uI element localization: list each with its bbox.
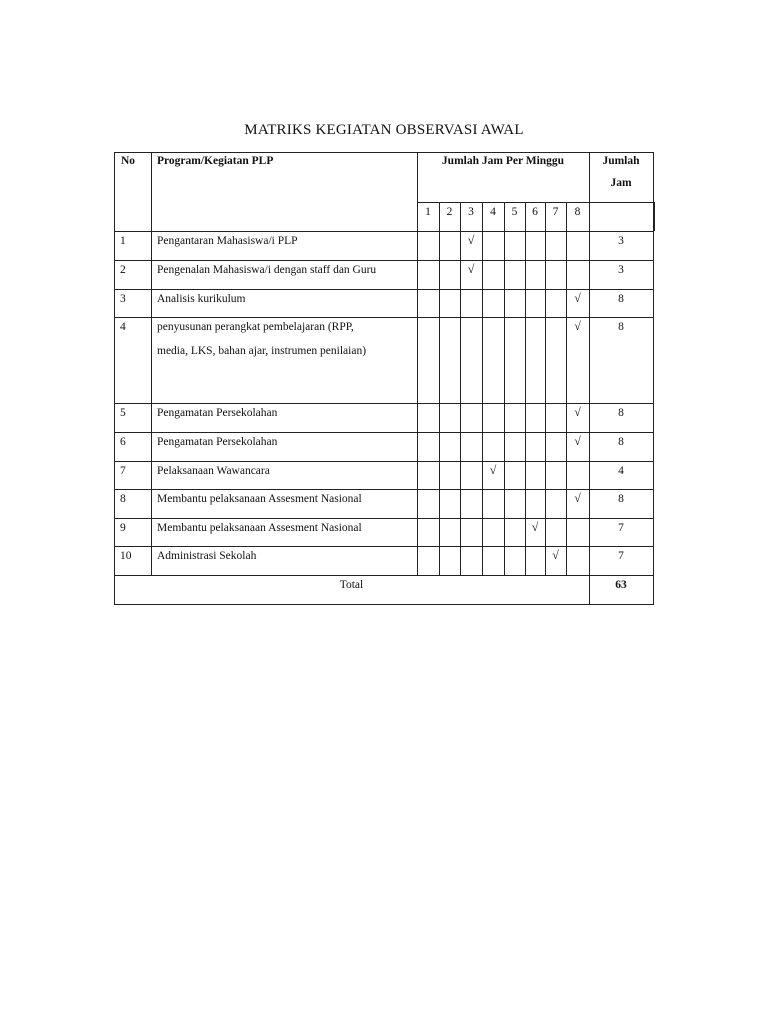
week-header-top-rule: [417, 202, 655, 203]
check-mark: √: [489, 463, 497, 477]
row-number: 4: [120, 321, 126, 333]
hours-value: 4: [618, 465, 624, 477]
row-rule: [114, 546, 654, 547]
check-mark: √: [467, 233, 475, 247]
week-number-2: 2: [446, 206, 453, 218]
col-week-rule: [460, 202, 461, 575]
row-rule: [114, 489, 654, 490]
hours-value: 7: [618, 522, 624, 534]
col-week-rule: [482, 202, 483, 575]
row-rule: [114, 289, 654, 290]
hours-value: 8: [618, 293, 624, 305]
table-bottom-border: [114, 604, 654, 605]
row-number: 8: [120, 493, 126, 505]
activity-label: Membantu pelaksanaan Assesment Nasional: [157, 493, 362, 505]
hours-value: 8: [618, 493, 624, 505]
col-no-rule: [151, 152, 152, 575]
week-number-7: 7: [552, 206, 559, 218]
row-rule: [114, 518, 654, 519]
table-top-border: [114, 152, 654, 153]
activity-label: Membantu pelaksanaan Assesment Nasional: [157, 522, 362, 534]
header-jam-per-minggu: Jumlah Jam Per Minggu: [441, 155, 565, 167]
row-rule: [114, 575, 654, 576]
row-number: 1: [120, 235, 126, 247]
check-mark: √: [574, 405, 581, 419]
check-mark: √: [552, 548, 559, 562]
header-no: No: [121, 155, 136, 167]
activity-label: Pengamatan Persekolahan: [157, 436, 278, 448]
activity-label: Pelaksanaan Wawancara: [157, 465, 270, 477]
total-label: Total: [339, 579, 364, 591]
row-rule: [114, 403, 654, 404]
row-number: 2: [120, 264, 126, 276]
header-jumlah-jam-line2: Jam: [610, 177, 632, 189]
row-number: 9: [120, 522, 126, 534]
hours-value: 3: [618, 264, 624, 276]
row-rule: [114, 231, 654, 232]
week-number-1: 1: [425, 206, 431, 218]
col-week-rule: [545, 202, 546, 575]
row-number: 7: [120, 465, 126, 477]
week-header-right-edge: [654, 202, 655, 231]
activity-label: Administrasi Sekolah: [157, 550, 257, 562]
activity-label: Pengenalan Mahasiswa/i dengan staff dan Guru: [157, 264, 377, 276]
header-jumlah-jam-line1: Jumlah: [602, 155, 640, 167]
activity-label-line1: penyusunan perangkat pembelajaran (RPP,: [157, 321, 354, 333]
check-mark: √: [574, 434, 581, 448]
week-number-8: 8: [574, 206, 581, 218]
hours-value: 3: [618, 235, 624, 247]
col-week-rule: [566, 202, 567, 575]
total-value: 63: [615, 579, 627, 591]
week-number-5: 5: [511, 206, 518, 218]
table-left-border: [114, 152, 115, 605]
row-number: 10: [120, 550, 132, 562]
activity-label: Pengamatan Persekolahan: [157, 407, 278, 419]
check-mark: √: [467, 262, 475, 276]
header-program: Program/Kegiatan PLP: [157, 155, 274, 167]
hours-value: 8: [618, 436, 624, 448]
week-number-4: 4: [490, 206, 496, 218]
activity-label: Analisis kurikulum: [157, 293, 246, 305]
row-number: 6: [120, 436, 126, 448]
week-number-6: 6: [532, 206, 538, 218]
row-rule: [114, 260, 654, 261]
check-mark: √: [574, 291, 581, 305]
week-number-3: 3: [468, 206, 474, 218]
page-title: MATRIKS KEGIATAN OBSERVASI AWAL: [244, 122, 524, 138]
hours-value: 7: [618, 550, 624, 562]
check-mark: √: [531, 520, 539, 534]
row-rule: [114, 432, 654, 433]
row-rule: [114, 461, 654, 462]
col-week-rule: [439, 202, 440, 575]
col-week-rule: [504, 202, 505, 575]
hours-value: 8: [618, 407, 624, 419]
row-number: 3: [120, 293, 126, 305]
activity-label-line2: media, LKS, bahan ajar, instrumen penilaian): [157, 345, 367, 357]
row-number: 5: [120, 407, 126, 419]
check-mark: √: [574, 319, 581, 333]
col-jumlah-rule: [589, 152, 590, 605]
check-mark: √: [574, 491, 581, 505]
activity-label: Pengantaran Mahasiswa/i PLP: [157, 235, 298, 247]
hours-value: 8: [618, 321, 624, 333]
